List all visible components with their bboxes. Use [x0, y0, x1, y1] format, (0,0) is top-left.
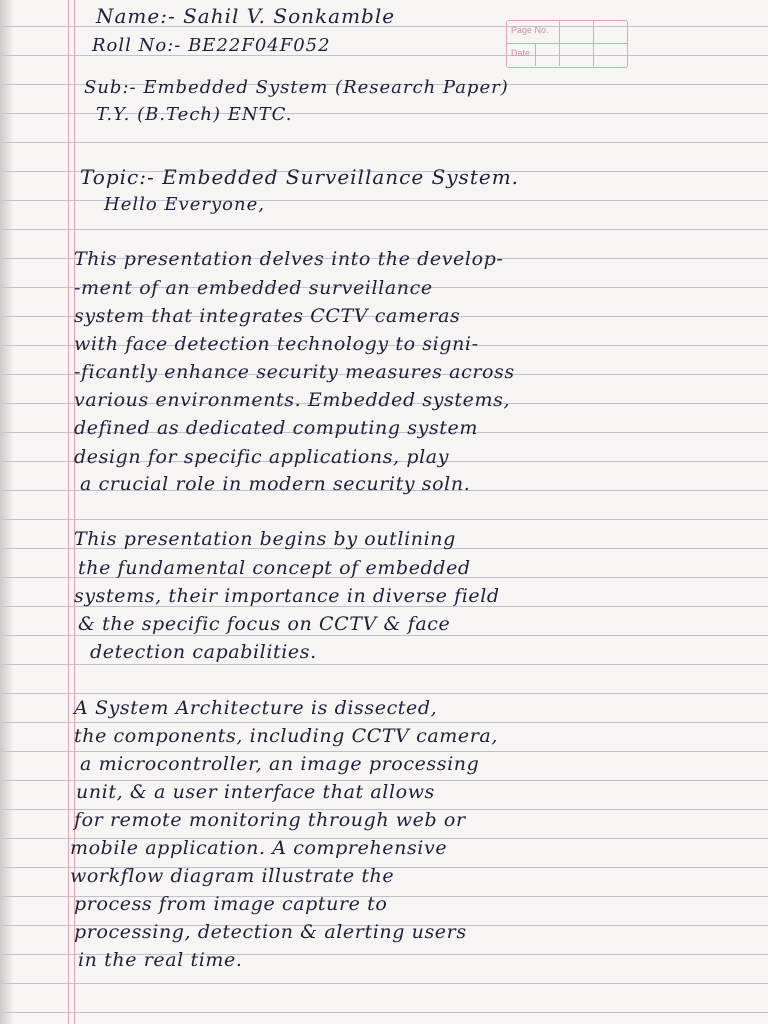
- paragraph-2-line: detection capabilities.: [90, 641, 317, 663]
- topic-line: Topic:- Embedded Surveillance System.: [80, 165, 520, 189]
- paragraph-3-line: for remote monitoring through web or: [74, 809, 466, 831]
- paragraph-1-line: with face detection technology to signi-: [74, 333, 479, 355]
- page-no-label: Page No.: [511, 25, 549, 35]
- page-date-box: [506, 20, 628, 68]
- roll-number: Roll No:- BE22F04F052: [92, 35, 331, 56]
- margin-line-left: [68, 0, 69, 1024]
- paragraph-2-line: systems, their importance in diverse field: [74, 585, 500, 607]
- paragraph-1-line: -ficantly enhance security measures across: [74, 361, 515, 383]
- student-name: Name:- Sahil V. Sonkamble: [96, 4, 396, 28]
- paragraph-3-line: the components, including CCTV camera,: [74, 725, 498, 747]
- paragraph-3-line: unit, & a user interface that allows: [76, 781, 435, 803]
- paragraph-1-line: a crucial role in modern security soln.: [80, 473, 471, 495]
- paragraph-1-line: This presentation delves into the develop-: [74, 248, 504, 270]
- paragraph-3-line: A System Architecture is dissected,: [74, 697, 438, 719]
- paragraph-3-line: a microcontroller, an image processing: [80, 753, 480, 775]
- paragraph-3-line: mobile application. A comprehensive: [70, 837, 448, 859]
- paragraph-2-line: the fundamental concept of embedded: [78, 557, 471, 579]
- paragraph-3-line: workflow diagram illustrate the: [70, 865, 395, 887]
- class-line: T.Y. (B.Tech) ENTC.: [96, 104, 293, 125]
- paragraph-1-line: various environments. Embedded systems,: [74, 389, 511, 411]
- paragraph-3-line: processing, detection & alerting users: [74, 921, 467, 943]
- paragraph-1-line: system that integrates CCTV cameras: [74, 305, 461, 327]
- page-edge-shadow: [0, 0, 14, 1024]
- paragraph-1-line: -ment of an embedded surveillance: [74, 277, 433, 299]
- date-label: Date: [511, 48, 531, 58]
- subject-line: Sub:- Embedded System (Research Paper): [84, 77, 509, 98]
- paragraph-2-line: & the specific focus on CCTV & face: [78, 613, 451, 635]
- paragraph-3-line: in the real time.: [78, 949, 243, 971]
- paragraph-1-line: design for specific applications, play: [74, 446, 450, 468]
- greeting-line: Hello Everyone,: [104, 194, 265, 215]
- paragraph-2-line: This presentation begins by outlining: [74, 528, 456, 550]
- paragraph-3-line: process from image capture to: [74, 893, 388, 915]
- paragraph-1-line: defined as dedicated computing system: [74, 417, 478, 439]
